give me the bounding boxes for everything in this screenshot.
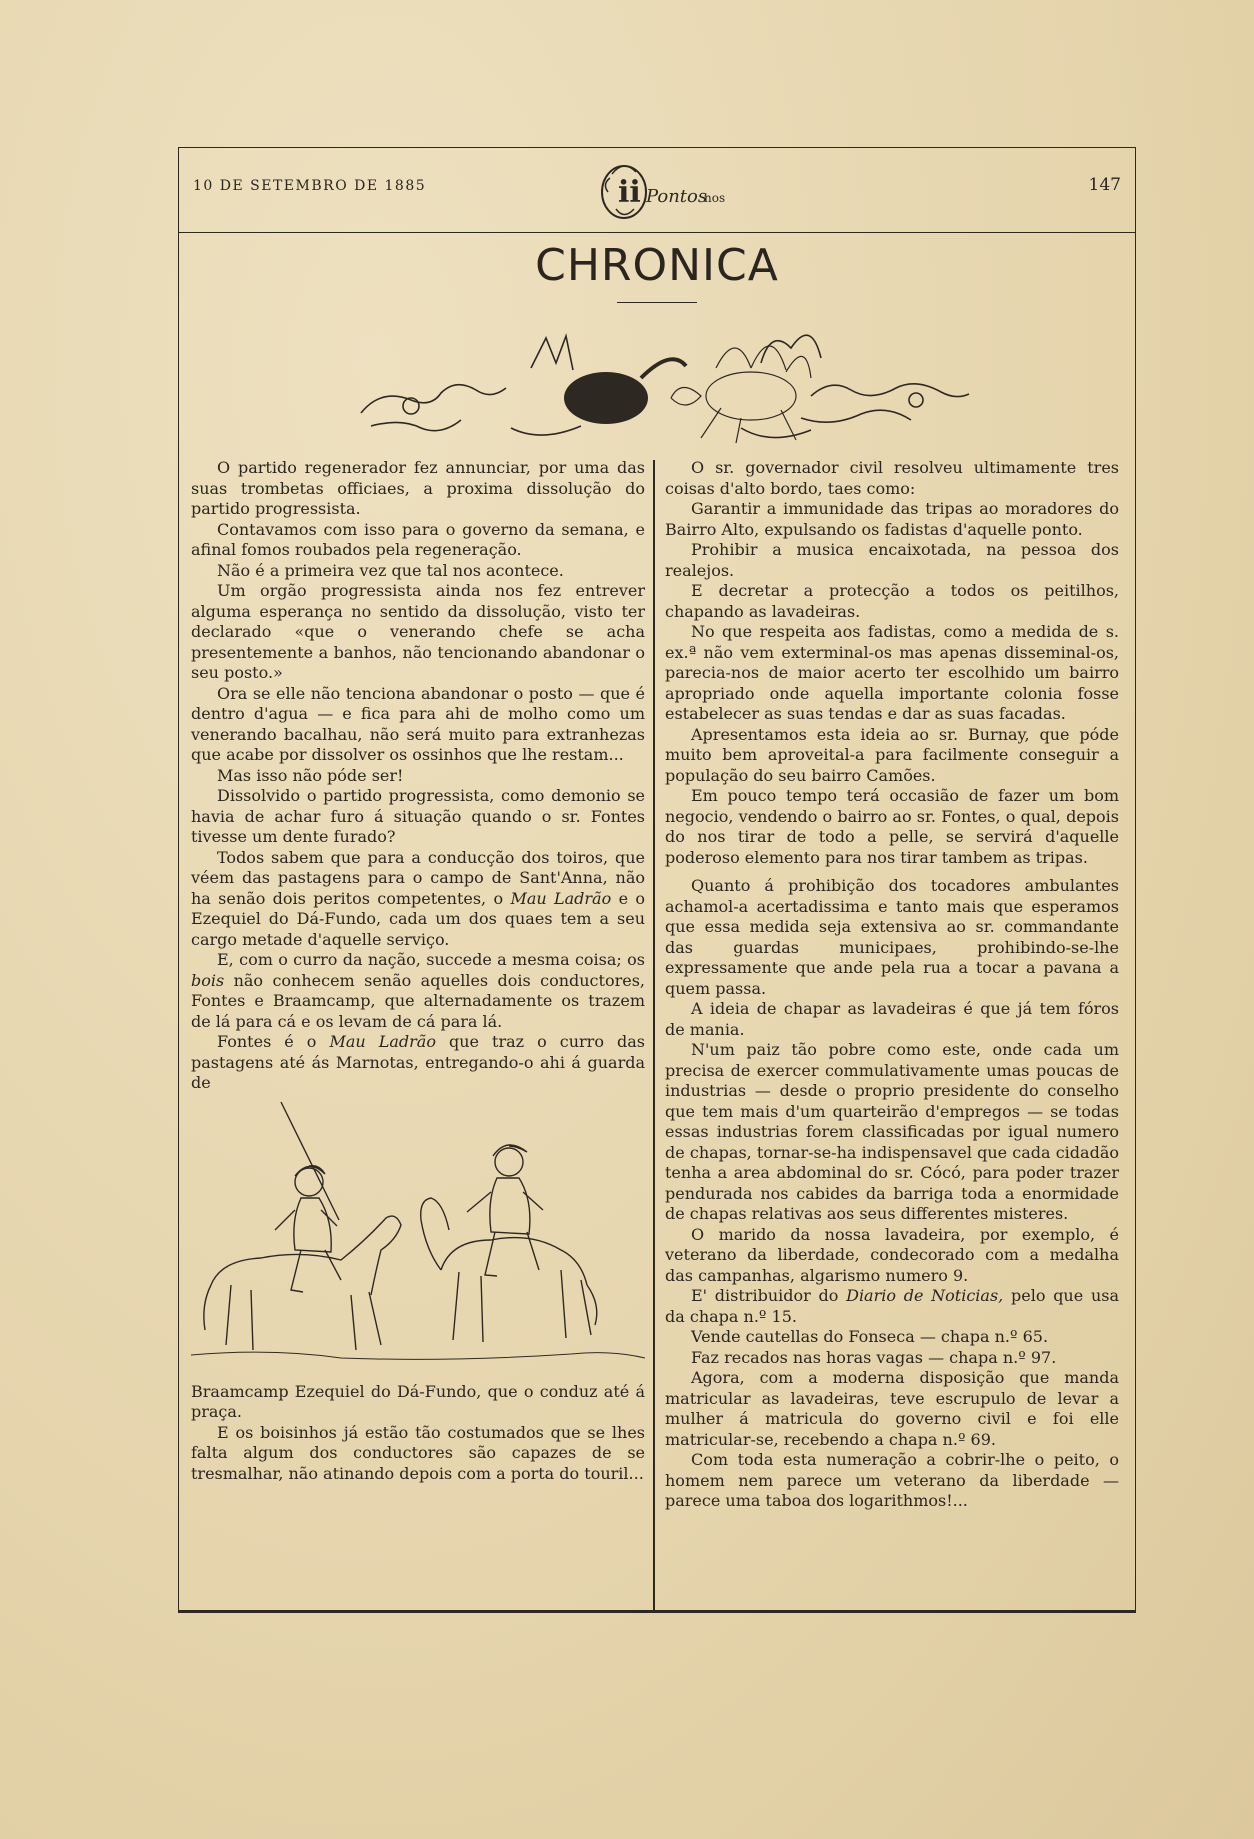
paragraph: Prohibir a musica encaixotada, na pessoa dos realejos. <box>665 540 1119 580</box>
paragraph: Vende cautellas do Fonseca — chapa n.º 65. <box>691 1327 1049 1346</box>
paragraph: Quanto á prohibição dos tocadores ambulantes achamol-a acertadissima e tanto mais que esperamos que essa medida seja extensiva ao sr. commandante das guardas municipaes, prohibindo-se-lhe expressamente que ande pela rua a tocar a pavana a quem passa. <box>665 876 1119 998</box>
page-number: 147 <box>1088 175 1121 195</box>
paragraph: Braamcamp Ezequiel do Dá-Fundo, que o conduz até á praça. <box>191 1381 645 1421</box>
paragraph: Fontes é o Mau Ladrão que traz o curro das pastagens até ás Marnotas, entregando-o ahi á guarda de <box>191 1032 645 1092</box>
right-column <box>665 458 1119 1512</box>
paragraph: O sr. governador civil resolveu ultimamente tres coisas d'alto bordo, taes como: <box>665 458 1119 498</box>
paragraph: Garantir a immunidade das tripas ao moradores do Bairro Alto, expulsando os fadistas d'aquelle ponto. <box>665 499 1119 539</box>
paragraph: Apresentamos esta ideia ao sr. Burnay, que póde muito bem aproveital-a para facilmente conseguir a população do seu bairro Camões. <box>665 724 1119 785</box>
paragraph: O marido da nossa lavadeira, por exemplo, é veterano da liberdade, condecorado com a medalha das campanhas, algarismo numero 9. <box>665 1224 1119 1285</box>
paragraph: N'um paiz tão pobre como este, onde cada um precisa de exercer commulativamente umas poucas de industrias — desde o proprio presidente do conselho que tem mais d'um quarteirão d'empregos — se todas essas industrias forem classificadas por igual numero de chapas, tornar-se-ha indispensavel que cada cidadão tenha a area abdominal do sr. Cócó, para poder trazer pendurada nos cabides da barriga toda a enormidade de chapas relativas aos seus differentes misteres. <box>665 1040 1119 1223</box>
paragraph: Não é a primeira vez que tal nos acontece. <box>217 560 564 580</box>
horsemen-illustration <box>191 1100 645 1380</box>
svg-text:ii: ii <box>618 175 641 210</box>
left-column <box>191 458 645 1484</box>
paragraph: No que respeita aos fadistas, como a medida de s. ex.ª não vem exterminal-os mas apenas disseminal-os, parecia-nos de maior acerto ter escolhido um bairro apropriado onde aquella importante colonia fosse estabelecer as suas tendas e dar as suas facadas. <box>665 622 1119 723</box>
issue-date: 10 DE SETEMBRO DE 1885 <box>193 178 427 194</box>
bottom-rule <box>179 1610 1135 1612</box>
paragraph: Com toda esta numeração a cobrir-lhe o peito, o homem nem parece um veterano da liberdade — parece uma taboa dos logarithmos!... <box>665 1450 1119 1510</box>
svg-text:Pontos: Pontos <box>646 186 708 207</box>
paragraph: Todos sabem que para a conducção dos toiros, que véem das pastagens para o campo de Sant'Anna, não ha senão dois peritos competentes, o Mau Ladrão e o Ezequiel do Dá-Fundo, cada um dos quaes tem a seu cargo metade d'aquelle serviço. <box>191 847 645 949</box>
paragraph: E decretar a protecção a todos os peitilhos, chapando as lavadeiras. <box>665 581 1119 621</box>
paragraph: Faz recados nas horas vagas — chapa n.º 97. <box>691 1347 1057 1367</box>
paragraph: O partido regenerador fez annunciar, por uma das suas trombetas officiaes, a proxima dissolução do partido progressista. <box>191 458 645 518</box>
column-divider <box>653 460 655 1610</box>
page-header <box>179 148 1135 233</box>
svg-text:nos: nos <box>704 191 726 205</box>
paragraph: A ideia de chapar as lavadeiras é que já tem fóros de mania. <box>665 999 1119 1039</box>
paragraph: E' distribuidor do Diario de Noticias, pelo que usa da chapa n.º 15. <box>665 1286 1119 1326</box>
paragraph: Um orgão progressista ainda nos fez entrever alguma esperança no sentido da dissolução, visto ter declarado «que o venerando chefe se acha presentemente a banhos, não tencionando abandonar o seu posto.» <box>191 581 645 682</box>
paragraph: Ora se elle não tenciona abandonar o posto — que é dentro d'agua — e fica para ahi de molho como um venerando bacalhau, não será muito para extranhezas que acabe por dissolver os ossinhos que lhe restam... <box>191 683 645 764</box>
title-rule <box>617 302 697 303</box>
page-frame <box>178 147 1136 1613</box>
paragraph: Em pouco tempo terá occasião de fazer um bom negocio, vendendo o bairro ao sr. Fontes, o qual, depois do nos tirar de todo a pelle, se servirá d'aquelle poderoso elemento para nos tirar tambem as tripas. <box>665 786 1119 867</box>
paragraph: Mas isso não póde ser! <box>217 765 404 785</box>
page-title: CHRONICA <box>535 240 779 291</box>
masthead-logo <box>594 154 744 226</box>
paragraph: Agora, com a moderna disposição que manda matricular as lavadeiras, teve escrupulo de levar a mulher á matricula do governo civil e foi elle matricular-se, recebendo a chapa n.º 69. <box>665 1368 1119 1449</box>
paragraph: Contavamos com isso para o governo da semana, e afinal fomos roubados pela regeneração. <box>191 519 645 559</box>
paragraph: E, com o curro da nação, succede a mesma coisa; os bois não conhecem senão aquelles dois conductores, Fontes e Braamcamp, que alternadamente os trazem de lá para cá e os levam de cá para lá. <box>191 950 645 1031</box>
decorative-vignette <box>341 308 981 448</box>
paragraph: E os boisinhos já estão tão costumados que se lhes falta algum dos conductores são capazes de se tresmalhar, não atinando depois com a porta do touril... <box>191 1422 645 1483</box>
paragraph: Dissolvido o partido progressista, como demonio se havia de achar furo á situação quando o sr. Fontes tivesse um dente furado? <box>191 786 645 846</box>
